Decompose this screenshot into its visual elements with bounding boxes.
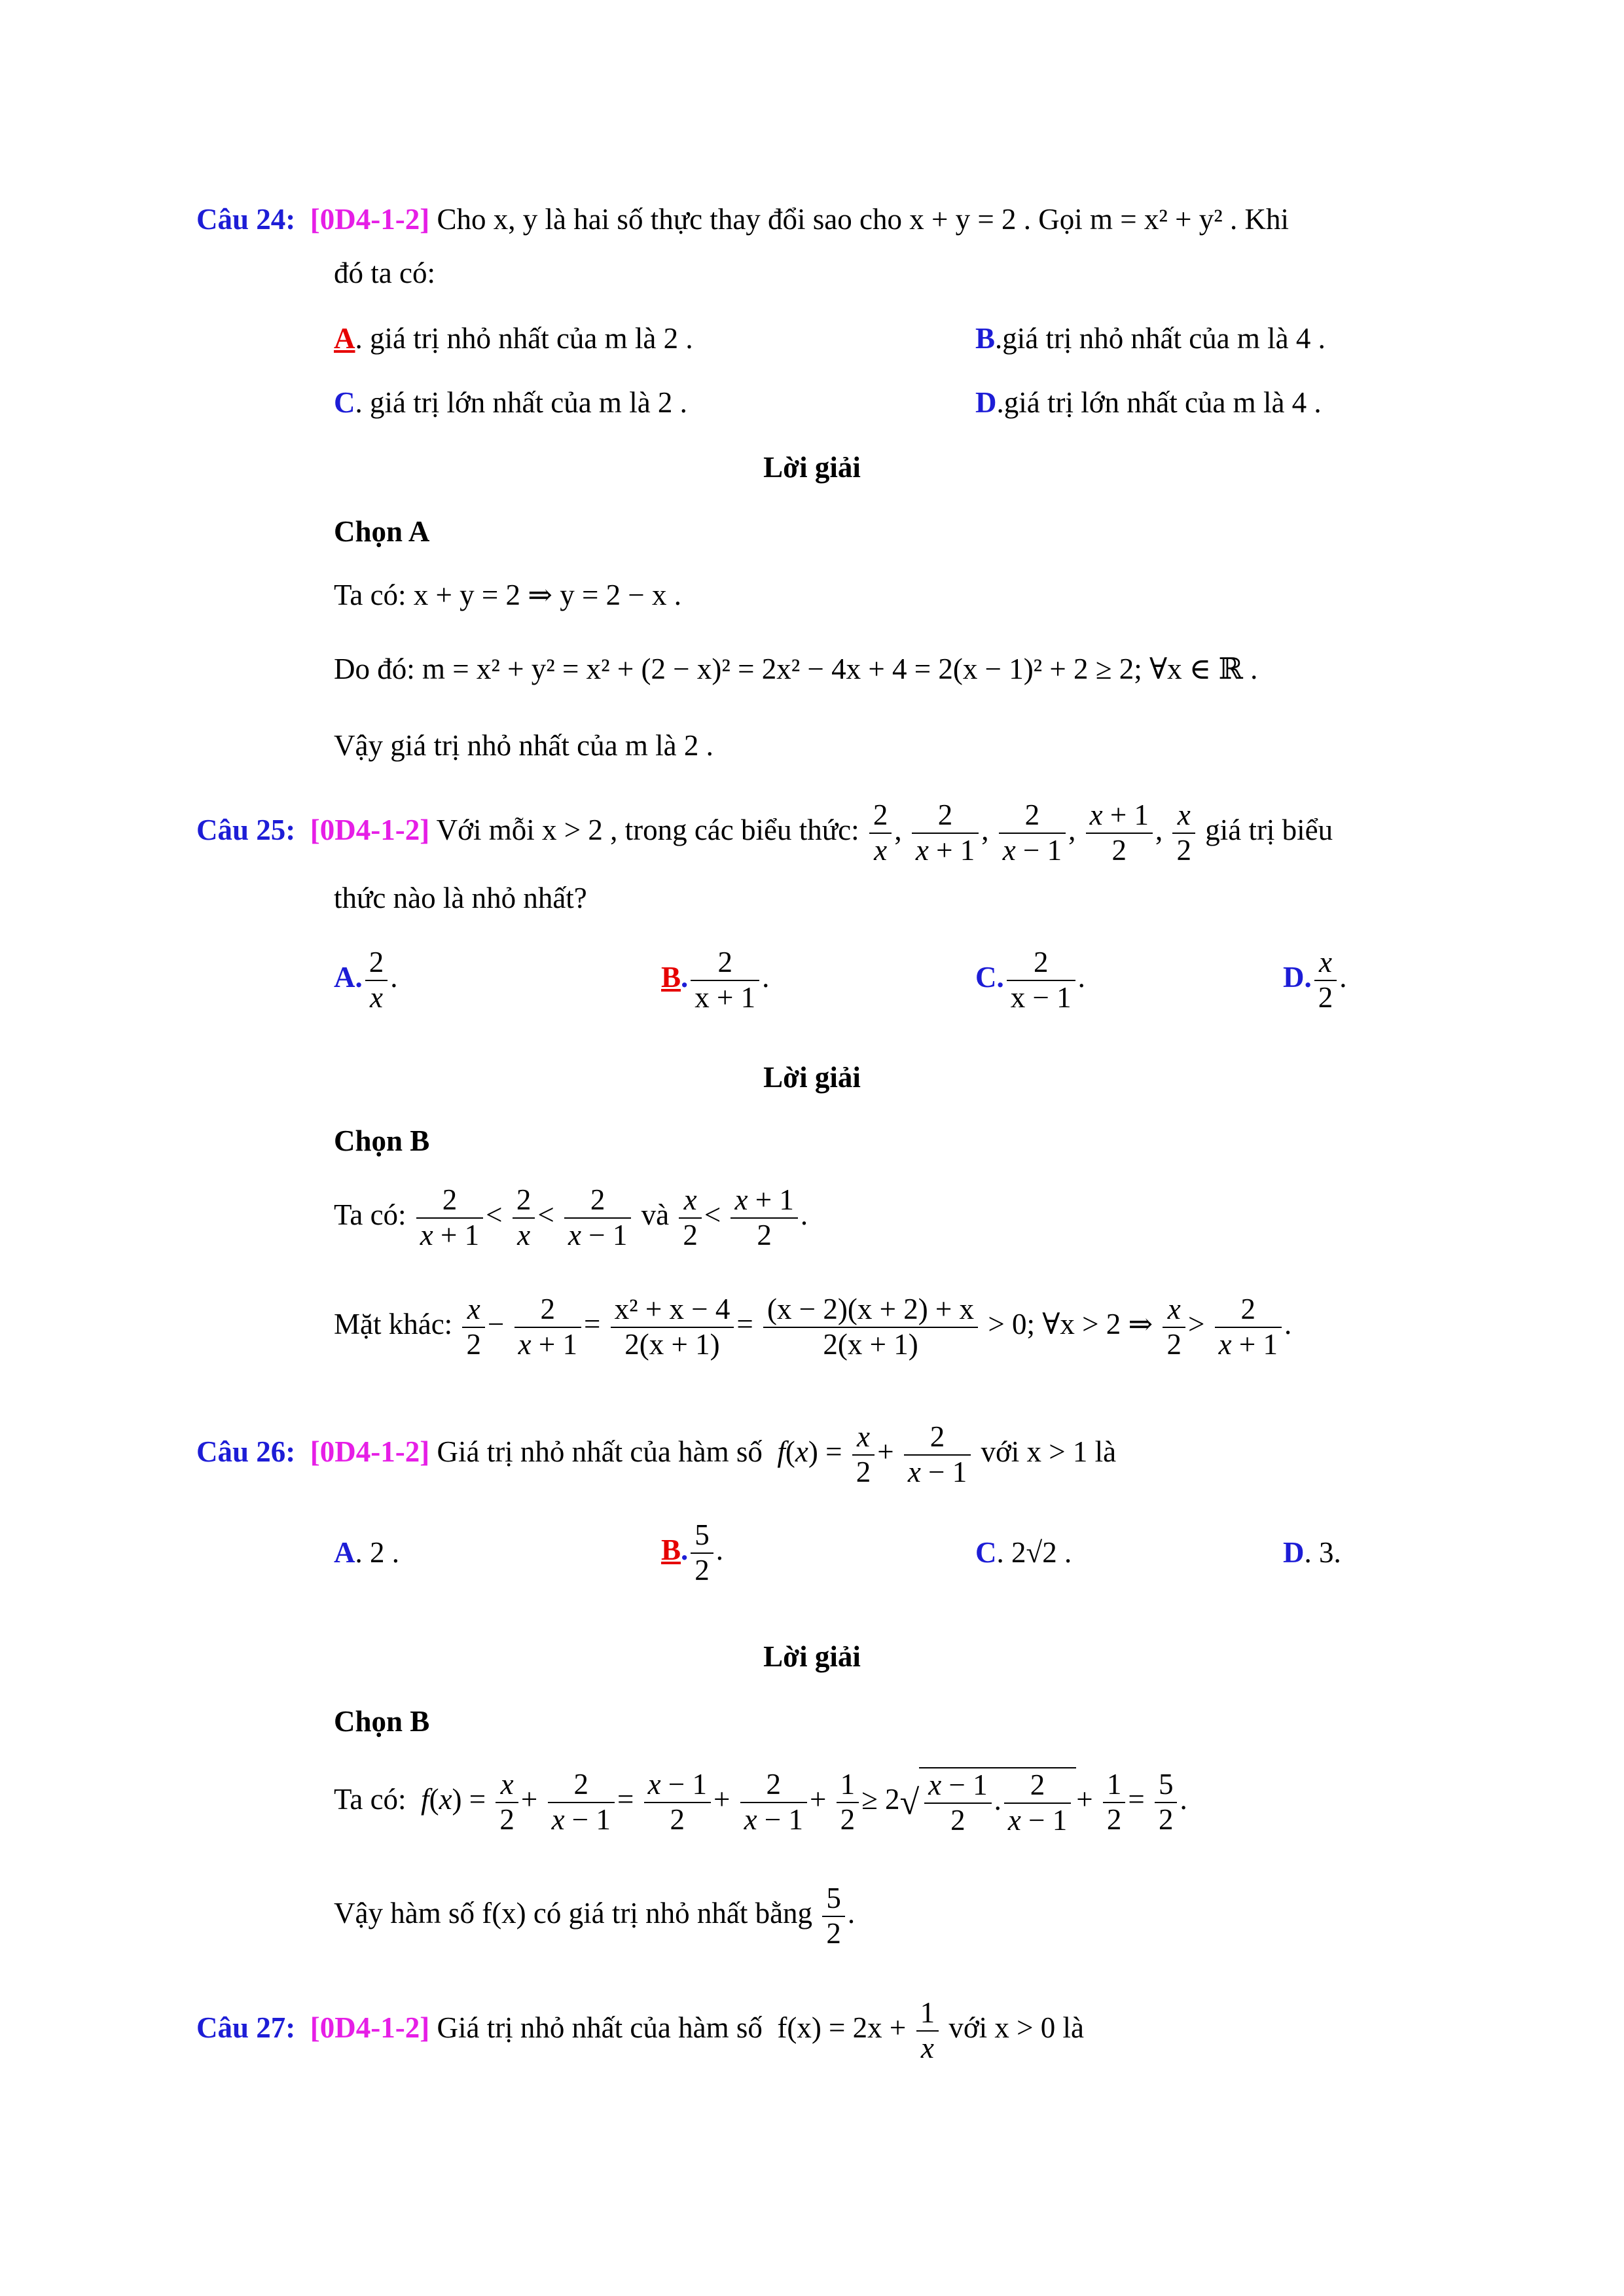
fraction-2-over-x-plus-1: $\frac{2}{x + 1}$: [912, 798, 979, 868]
option-letter: D: [1283, 961, 1305, 994]
q26-option-a[interactable]: [334, 1535, 399, 1570]
function-expression: f(x) = 2x +: [777, 2011, 907, 2045]
question-tag: [0D4-1-2]: [310, 814, 430, 847]
question-label: Câu 26:: [196, 1435, 296, 1469]
q24-option-c[interactable]: [334, 385, 687, 420]
option-text: . 3.: [1304, 1536, 1341, 1569]
q25-sol2: Mặt khác: $\frac{x}{2}$ − $\frac{2}{x + 1}$ = $\frac{\text{x² + x − 4}}{2(x + 1)}$ = $\frac{(x - 2)(x + 2) + x}{2(x + 1)}$ > 0; ∀x > 2 ⇒ $\frac{x}{2}$ > $\frac{2}{x + 1}$ .: [334, 1293, 1292, 1361]
q25-option-b[interactable]: B. $\frac{2}{x + 1}$ .: [661, 946, 770, 1014]
sol-prefix: Vậy hàm số f(x) có giá trị nhỏ nhất bằng: [334, 1897, 813, 1930]
option-letter: B: [975, 322, 996, 355]
q26-option-b[interactable]: B. $\frac{5}{2}$ .: [661, 1518, 724, 1587]
option-text: . 2 .: [355, 1536, 399, 1569]
sol-tail: > 0; ∀x > 2 ⇒: [988, 1308, 1153, 1341]
q25-choose: Chọn B: [334, 1124, 430, 1157]
sol-prefix: Ta có:: [334, 1783, 406, 1816]
sol-and: và: [641, 1198, 670, 1232]
option-text: .giá trị lớn nhất của m là 4 .: [996, 386, 1322, 419]
q27-stem: Câu 27: [0D4-1-2] Giá trị nhỏ nhất của hàm số f(x) = 2x + $\frac{1}{x}$ với x > 0 là: [196, 1996, 1084, 2064]
option-letter: D: [1283, 1536, 1305, 1569]
q25-solution-title: Lời giải: [763, 1061, 861, 1094]
option-letter: B: [661, 1534, 681, 1567]
q24-solution-title: Lời giải: [763, 451, 861, 484]
q25-sol1: Ta có: $\frac{2}{x + 1}$ < $\frac{2}{x}$ < $\frac{2}{x - 1}$ và $\frac{x}{2}$ < $\frac{x + 1}{2}$ .: [334, 1183, 808, 1251]
question-label: Câu 25:: [196, 814, 296, 847]
q26-solution-title: Lời giải: [763, 1640, 861, 1673]
question-stem-suffix: với x > 1 là: [981, 1435, 1117, 1469]
q25-stem: Câu 25: [0D4-1-2] Với mỗi x > 2 , trong các biểu thức: $\frac{2}{x}$ , $\frac{2}{x + 1}$ , $\frac{2}{x - 1}$ , $\frac{x + 1}{2}$ , $\frac{x}{2}$ giá trị biểu: [196, 798, 1333, 867]
q24-sol1: Ta có: x + y = 2 ⇒ y = 2 − x .: [334, 579, 682, 611]
option-fraction: $\frac{x}{2}$: [1314, 946, 1337, 1015]
question-tag: [0D4-1-2]: [310, 1435, 430, 1469]
q26-option-d[interactable]: [1283, 1535, 1341, 1570]
q25-option-d[interactable]: D. $\frac{x}{2}$ .: [1283, 946, 1347, 1014]
q24-stem-cont: đó ta có:: [334, 257, 435, 289]
question-stem: Với mỗi x > 2 , trong các biểu thức:: [436, 814, 859, 847]
fraction-x-over-2: $\frac{x}{2}$: [1172, 798, 1195, 868]
q24-choose: Chọn A: [334, 515, 430, 548]
question-label: Câu 27:: [196, 2011, 296, 2045]
fraction-2-over-x-minus-1: $\frac{2}{x - 1}$: [999, 798, 1066, 868]
option-letter: C: [975, 961, 997, 994]
option-text: . giá trị nhỏ nhất của m là 2 .: [355, 322, 693, 355]
q24-sol3: Vậy giá trị nhỏ nhất của m là 2 .: [334, 729, 713, 762]
q25-option-c[interactable]: C. $\frac{2}{x - 1}$ .: [975, 946, 1085, 1014]
option-fraction: $\frac{2}{x + 1}$: [691, 946, 759, 1015]
option-letter: C: [975, 1536, 997, 1569]
question-label: Câu 24:: [196, 203, 296, 236]
option-letter: C: [334, 386, 355, 419]
q26-option-c[interactable]: [975, 1535, 1072, 1570]
question-stem: Cho x, y là hai số thực thay đổi sao cho x + y = 2 . Gọi m = x² + y² . Khi: [437, 203, 1289, 236]
option-fraction: $\frac{2}{x}$: [365, 946, 388, 1015]
sol-equation: m = x² + y² = x² + (2 − x)² = 2x² − 4x + 4 = 2(x − 1)² + 2 ≥ 2; ∀x ∈ ℝ .: [422, 653, 1258, 685]
option-fraction: $\frac{2}{x - 1}$: [1007, 946, 1075, 1015]
q24-option-a[interactable]: [334, 321, 693, 356]
option-text: . giá trị lớn nhất của m là 2 .: [355, 386, 687, 419]
question-stem: Giá trị nhỏ nhất của hàm số: [437, 1435, 763, 1469]
option-letter: A: [334, 322, 355, 355]
q24-option-d[interactable]: [975, 385, 1322, 420]
q26-sol2: Vậy hàm số f(x) có giá trị nhỏ nhất bằng $\frac{5}{2}$ .: [334, 1882, 856, 1950]
option-letter: B: [661, 961, 681, 994]
option-letter: D: [975, 386, 997, 419]
q24-sol2: [334, 651, 1257, 687]
option-text: . 2√2 .: [996, 1536, 1072, 1569]
sol-prefix: Ta có:: [334, 1198, 406, 1232]
fraction-x-plus-1-over-2: $\frac{x + 1}{2}$: [1086, 798, 1153, 868]
q26-stem: Câu 26: [0D4-1-2] Giá trị nhỏ nhất của hàm số f(x) = $\frac{x}{2}$ + $\frac{2}{x - 1}$ với x > 1 là: [196, 1420, 1117, 1488]
sol-prefix: Mặt khác:: [334, 1308, 453, 1341]
option-letter: A: [334, 1536, 355, 1569]
question-stem-suffix: với x > 0 là: [948, 2011, 1084, 2045]
q24-stem: [196, 202, 1289, 237]
q26-choose: Chọn B: [334, 1705, 430, 1738]
question-stem-suffix: giá trị biểu: [1205, 814, 1333, 847]
q25-option-a[interactable]: A. $\frac{2}{x}$ .: [334, 946, 398, 1014]
option-fraction: $\frac{5}{2}$: [691, 1518, 713, 1588]
option-text: .giá trị nhỏ nhất của m là 4 .: [995, 322, 1326, 355]
option-letter: A: [334, 961, 355, 994]
sqrt-expression: √ $\frac{x - 1}{2}$ . $\frac{2}{x - 1}$: [900, 1767, 1077, 1838]
q24-option-b[interactable]: [975, 321, 1326, 356]
question-tag: [0D4-1-2]: [310, 203, 430, 236]
sol-prefix: Do đó:: [334, 653, 415, 685]
q26-sol1: Ta có: f(x) = $\frac{x}{2}$ + $\frac{2}{x - 1}$ = $\frac{x - 1}{2}$ + $\frac{2}{x - 1}$ + $\frac{1}{2}$ ≥ 2√ $\frac{x - 1}{2}$ . $\frac{2}{x - 1}$ + $\frac{1}{2}$ = $\frac{5}{2}$ .: [334, 1768, 1187, 1837]
q25-stem-cont: thức nào là nhỏ nhất?: [334, 882, 587, 914]
question-tag: [0D4-1-2]: [310, 2011, 430, 2045]
fraction-2-over-x: $\frac{2}{x}$: [869, 798, 892, 868]
question-stem: Giá trị nhỏ nhất của hàm số: [437, 2011, 763, 2045]
